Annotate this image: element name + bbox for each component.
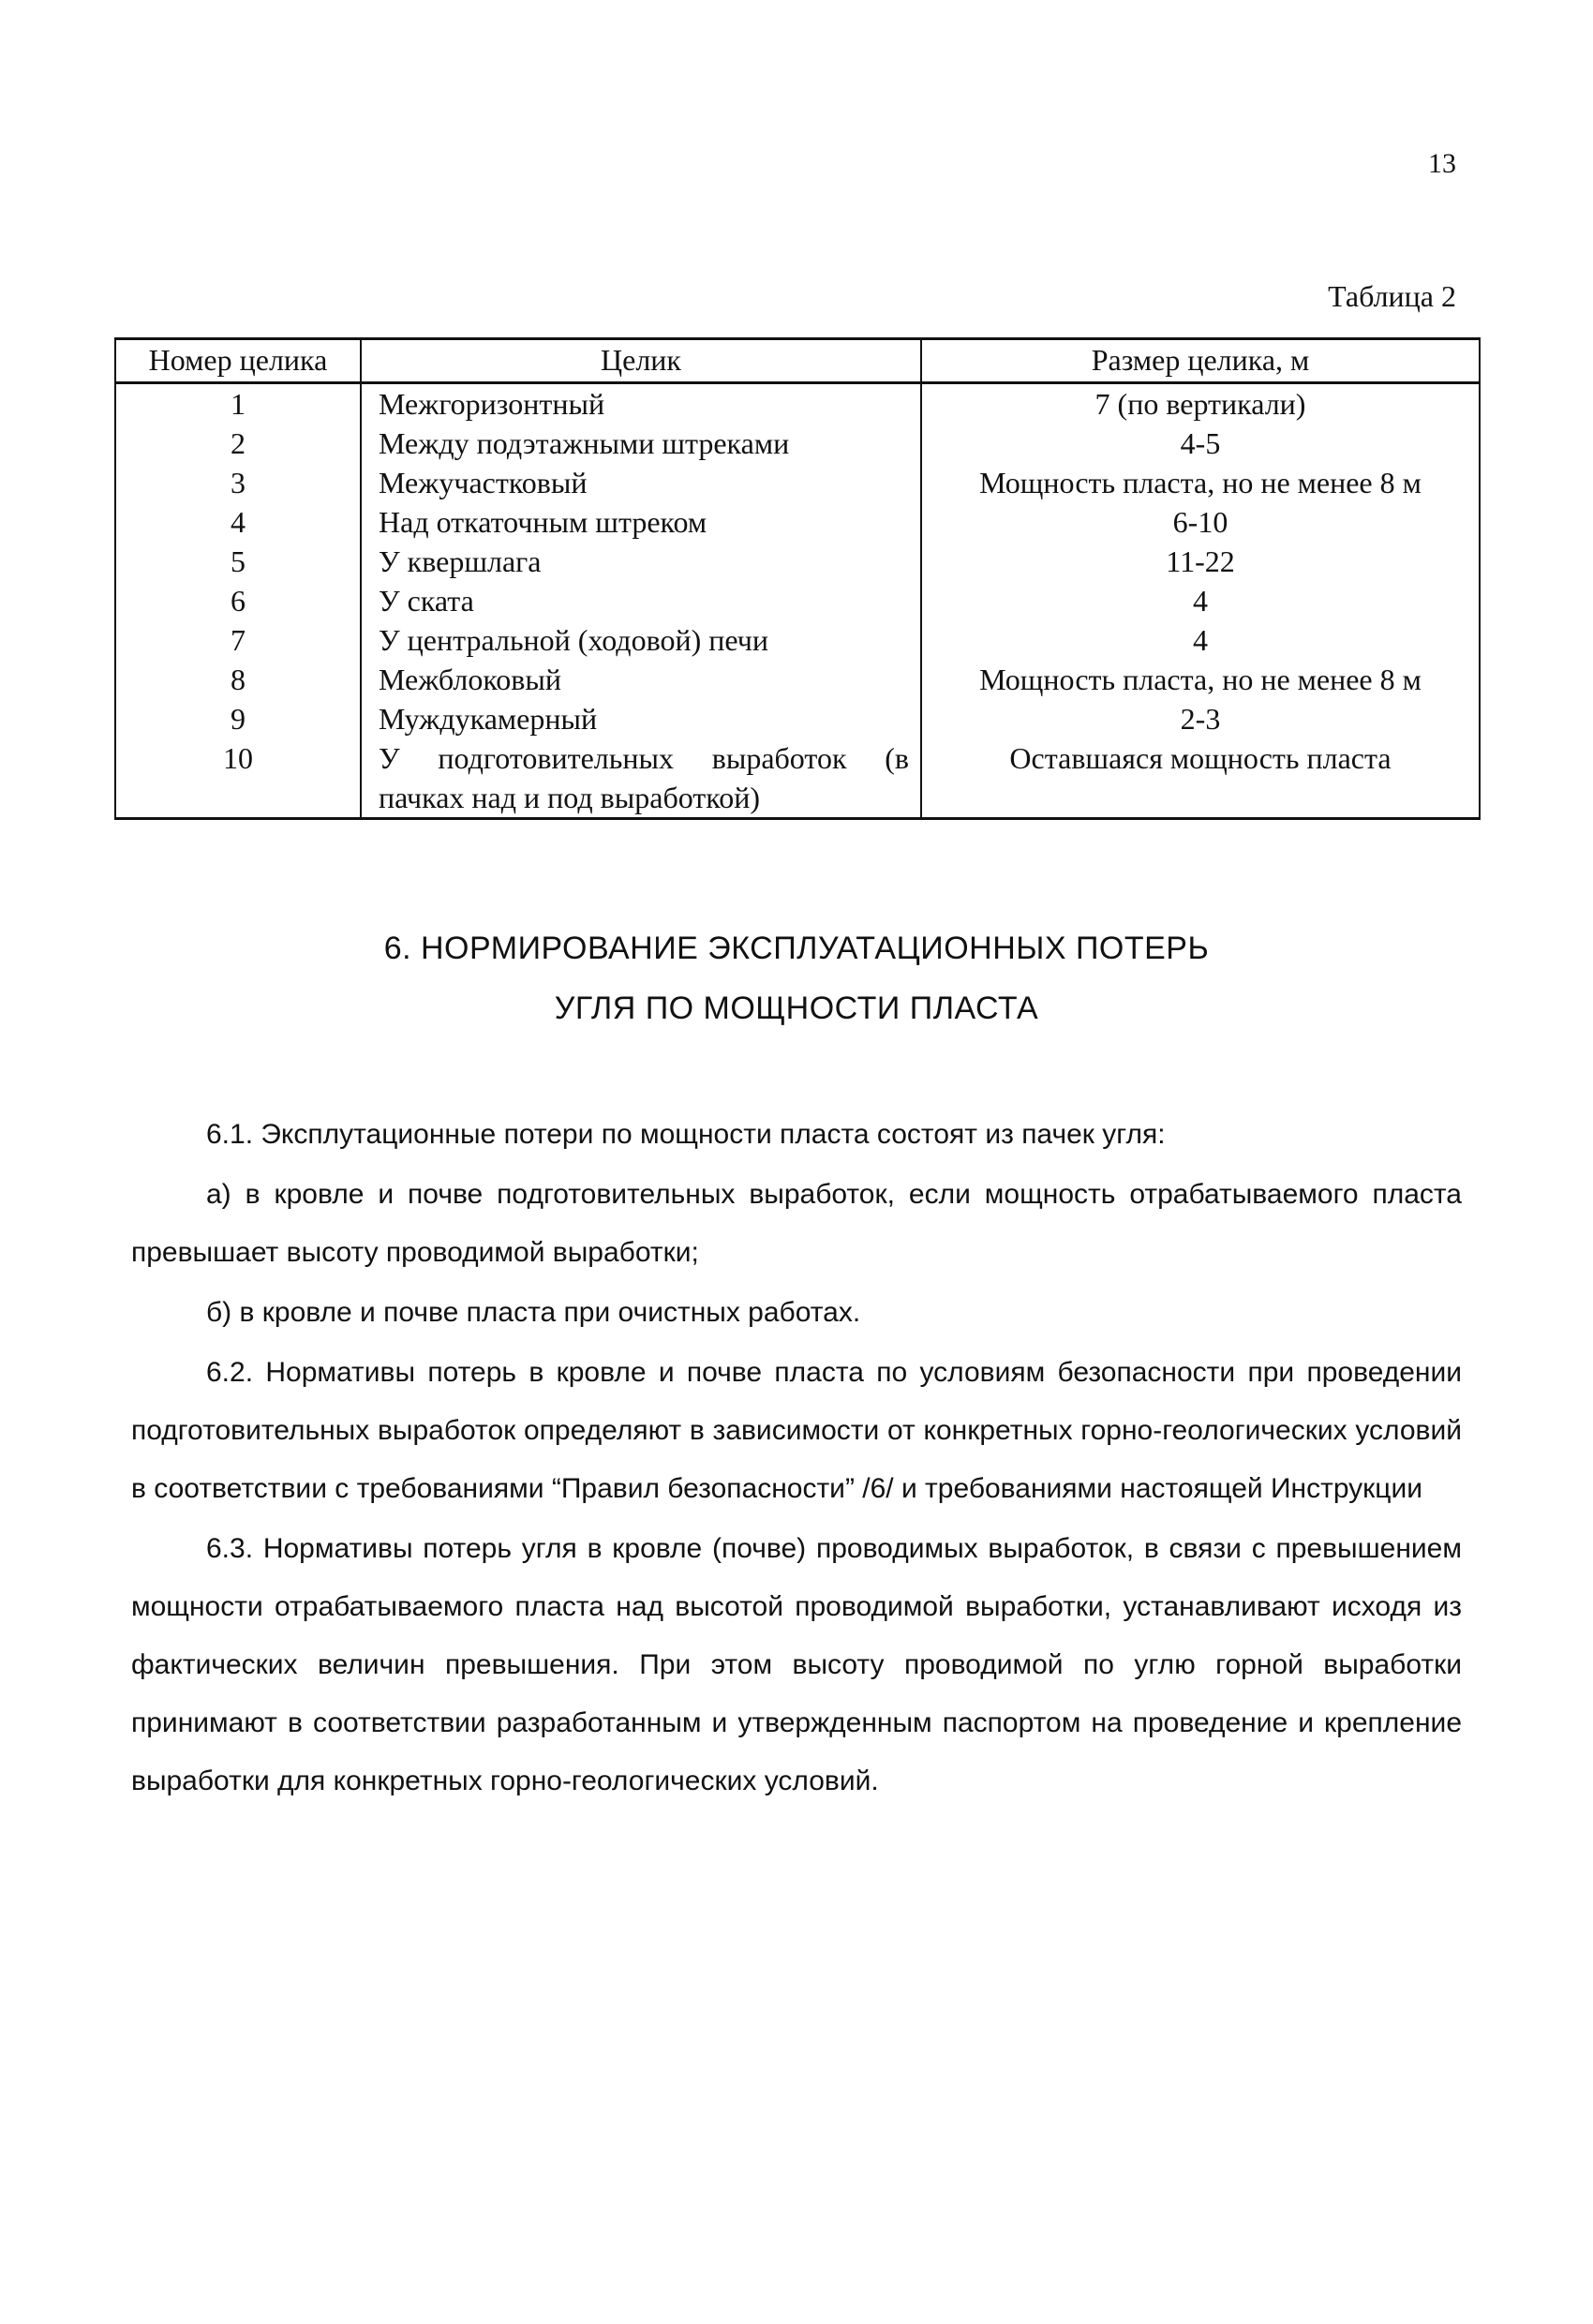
- table-row: [115, 620, 1480, 660]
- cell-pillar: У квершлага: [361, 542, 921, 581]
- cell-size: 4: [921, 620, 1480, 660]
- table-header-row: [115, 339, 1480, 383]
- table-row: [115, 738, 1480, 819]
- cell-number: 5: [115, 542, 361, 581]
- table-row: [115, 502, 1480, 542]
- cell-number: 7: [115, 620, 361, 660]
- header-pillar: Целик: [361, 339, 921, 383]
- table-row: [115, 660, 1480, 699]
- cell-number: 1: [115, 383, 361, 425]
- header-pillar-number: Номер целика: [115, 339, 361, 383]
- cell-pillar: Межблоковый: [361, 660, 921, 699]
- table-row: [115, 383, 1480, 425]
- cell-size: Оставшаяся мощность пласта: [921, 738, 1480, 819]
- cell-size: 4: [921, 581, 1480, 620]
- table-caption: Таблица 2: [1328, 279, 1456, 313]
- cell-number: 10: [115, 738, 361, 819]
- cell-size: 11-22: [921, 542, 1480, 581]
- cell-pillar: Муждукамерный: [361, 699, 921, 738]
- cell-number: 8: [115, 660, 361, 699]
- table-row: [115, 699, 1480, 738]
- table-row: [115, 581, 1480, 620]
- cell-number: 3: [115, 463, 361, 502]
- cell-size: 6-10: [921, 502, 1480, 542]
- cell-size: 7 (по вертикали): [921, 383, 1480, 425]
- cell-pillar: Межгоризонтный: [361, 383, 921, 425]
- cell-size: 2-3: [921, 699, 1480, 738]
- cell-number: 9: [115, 699, 361, 738]
- table-row: [115, 424, 1480, 463]
- cell-pillar: Межучастковый: [361, 463, 921, 502]
- section-title-line-2: УГЛЯ ПО МОЩНОСТИ ПЛАСТА: [554, 991, 1039, 1026]
- cell-size: Мощность пласта, но не менее 8 м: [921, 463, 1480, 502]
- page-number: 13: [1428, 148, 1456, 179]
- cell-number: 4: [115, 502, 361, 542]
- paragraph-item-b: б) в кровле и почве пласта при очистных работах.: [206, 1297, 861, 1328]
- table-row: [115, 542, 1480, 581]
- table-row: [115, 463, 1480, 502]
- pillar-size-table: [114, 337, 1481, 820]
- paragraph-item-a: а) в кровле и почве подготовительных выработок, если мощность отрабатываемого пласта превышает высоту проводимой выработки;: [131, 1179, 1462, 1268]
- cell-number: 6: [115, 581, 361, 620]
- cell-size: Мощность пласта, но не менее 8 м: [921, 660, 1480, 699]
- cell-number: 2: [115, 424, 361, 463]
- section-title-line-1: 6. НОРМИРОВАНИЕ ЭКСПЛУАТАЦИОННЫХ ПОТЕРЬ: [383, 931, 1210, 966]
- cell-pillar: Над откаточным штреком: [361, 502, 921, 542]
- section-body: [131, 1106, 1462, 1810]
- paragraph-6-3: 6.3. Нормативы потерь угля в кровле (почве) проводимых выработок, в связи с превышением мощности отрабатываемого пласта над высотой проводимой выработки, устанавливают исходя из фактических величин превышения. При этом высоту проводимой по углю горной выработки принимают в соответствии разработанным и утвержденным паспортом на проведение и крепление выработки для конкретных горно-геологических условий.: [131, 1533, 1462, 1796]
- section-heading: [0, 918, 1593, 1038]
- cell-pillar: У подготовительных выработок (в пачках над и под выработкой): [361, 738, 921, 819]
- header-pillar-size: Размер целика, м: [921, 339, 1480, 383]
- cell-pillar: У центральной (ходовой) печи: [361, 620, 921, 660]
- cell-pillar: Между подэтажными штреками: [361, 424, 921, 463]
- paragraph-6-2: 6.2. Нормативы потерь в кровле и почве пласта по условиям безопасности при проведении подготовительных выработок определяют в зависимости от конкретных горно-геологических условий в соответствии с требованиями “Правил безопасности” /6/ и требованиями настоящей Инструкции: [131, 1357, 1462, 1504]
- cell-size: 4-5: [921, 424, 1480, 463]
- cell-pillar: У ската: [361, 581, 921, 620]
- paragraph-6-1: 6.1. Эксплутационные потери по мощности пласта состоят из пачек угля:: [206, 1119, 1166, 1150]
